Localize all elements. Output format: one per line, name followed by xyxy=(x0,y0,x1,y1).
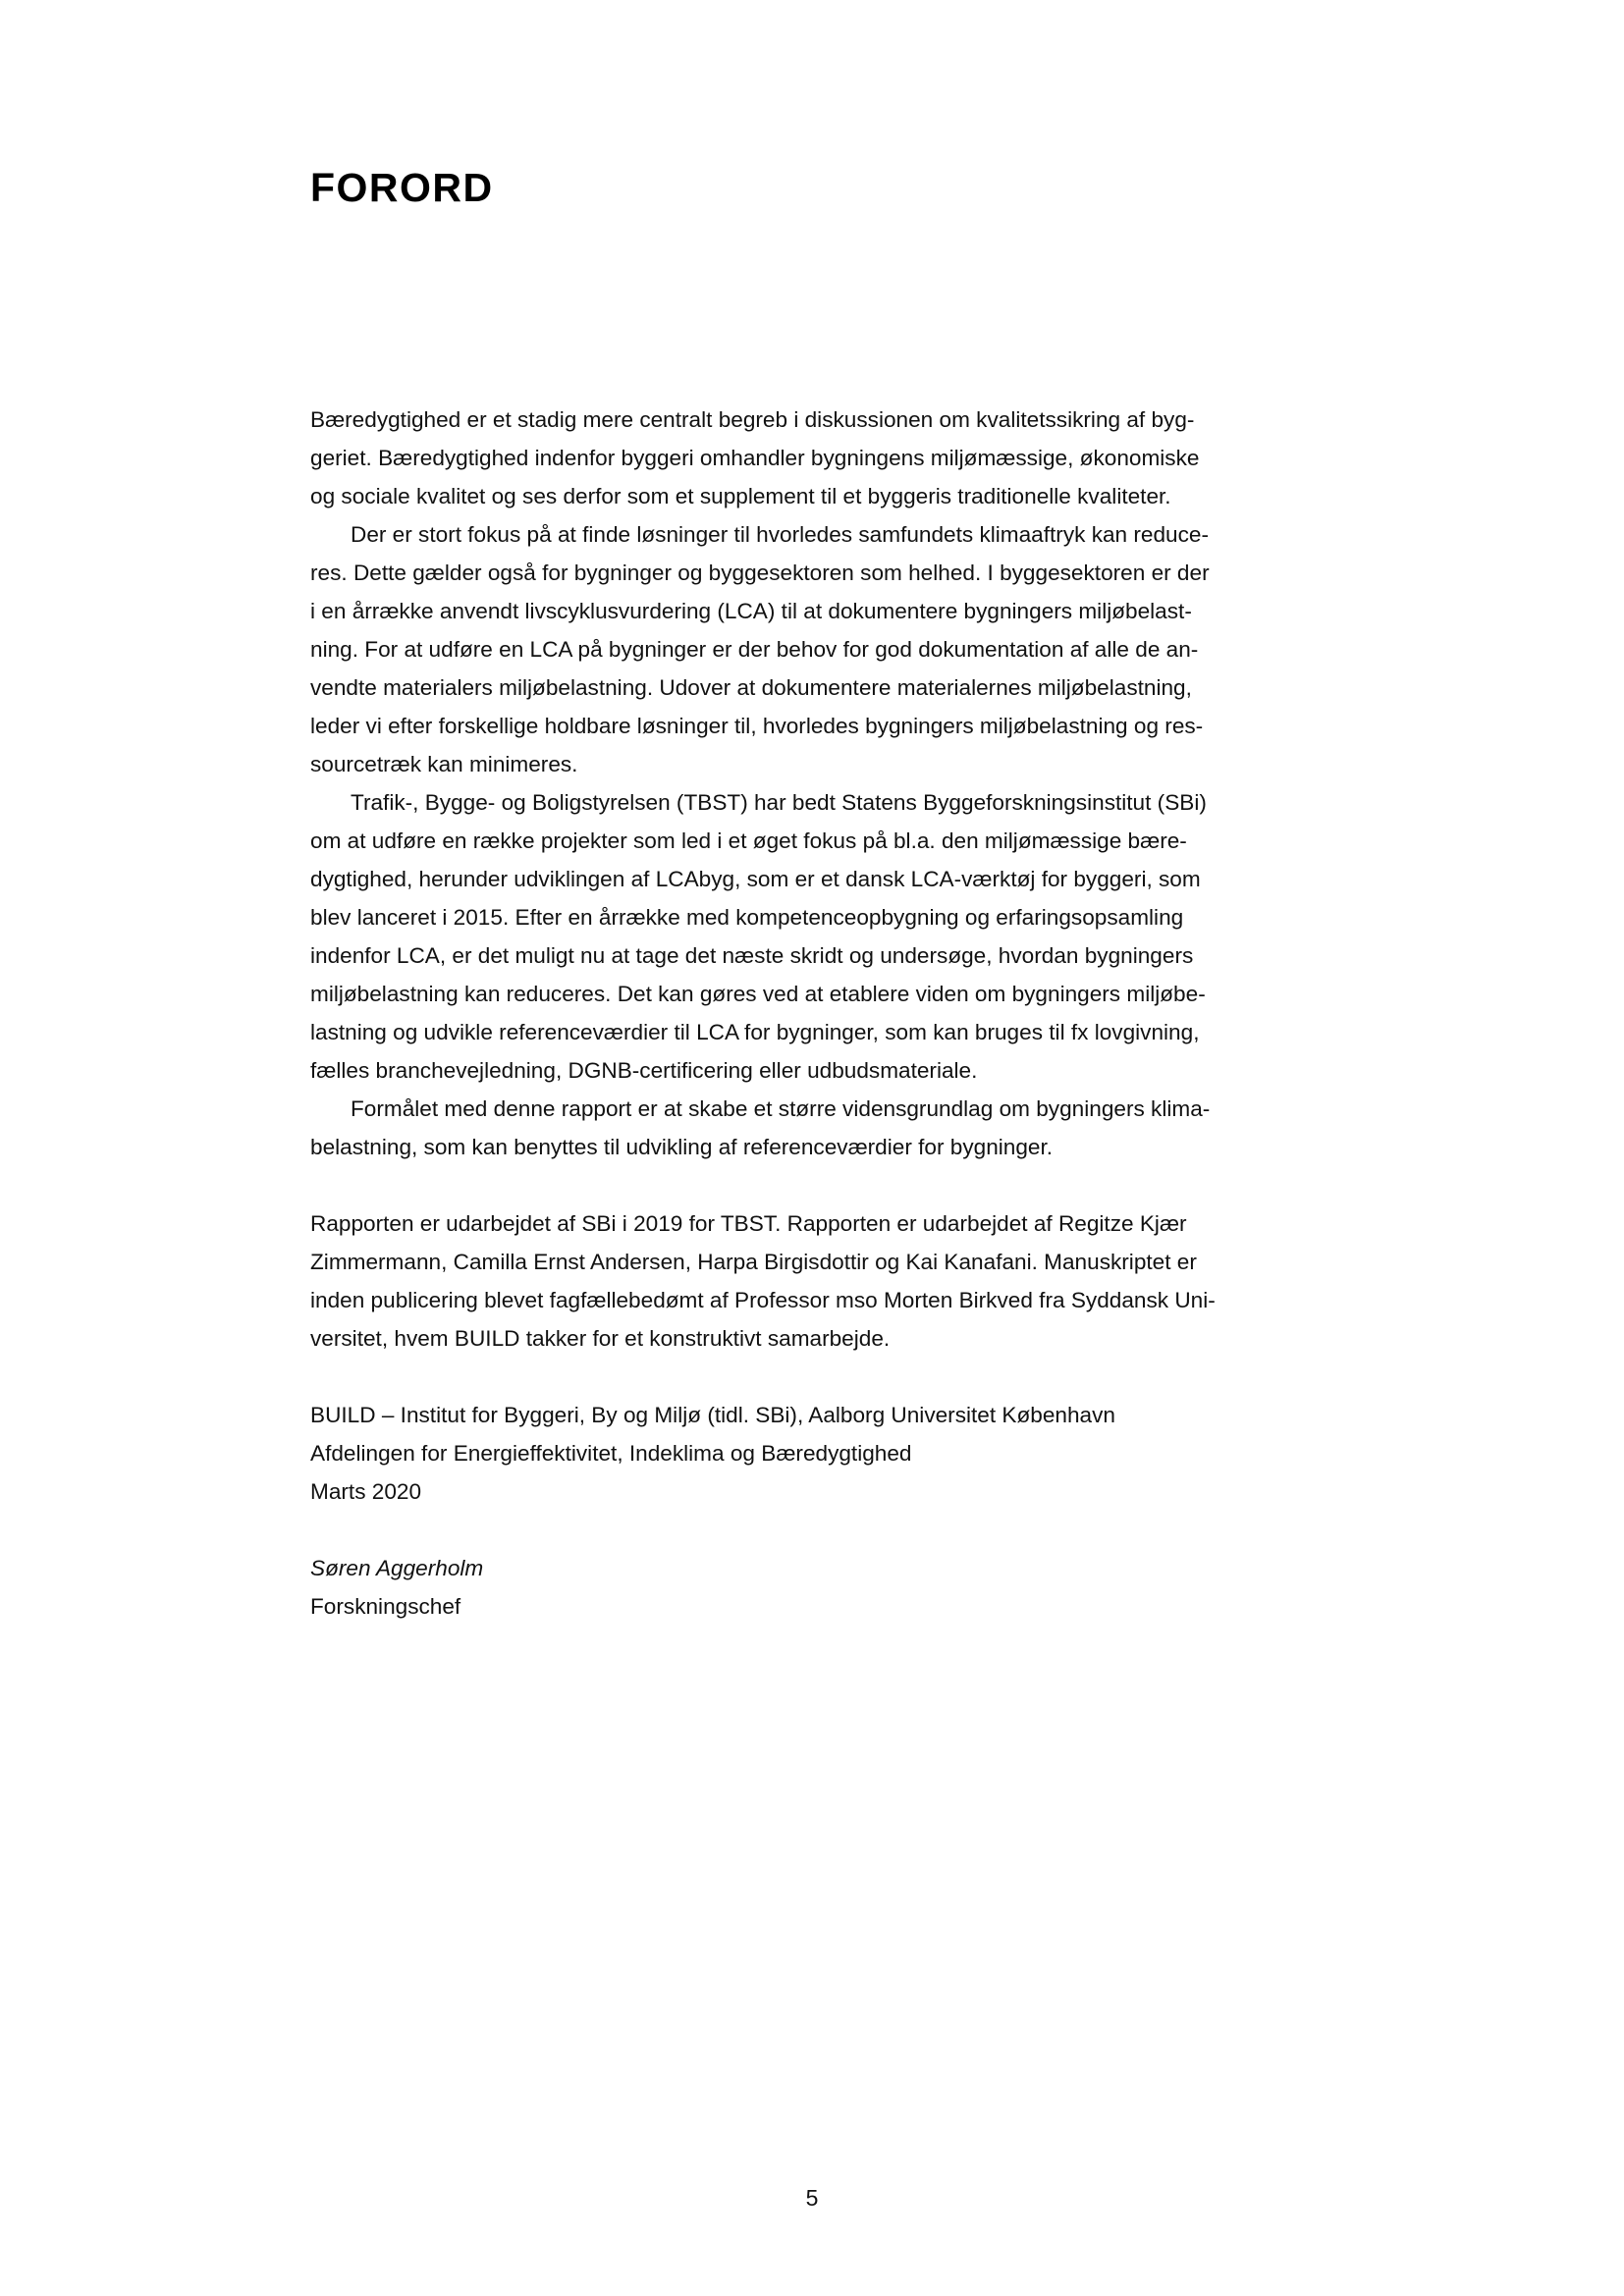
text-line: Der er stort fokus på at finde løsninger til hvorledes samfundets klimaaftryk kan reduce- xyxy=(351,522,1210,547)
page-number: 5 xyxy=(805,2185,819,2211)
text-line: Formålet med denne rapport er at skabe et større vidensgrundlag om bygningers klima- xyxy=(351,1096,1211,1121)
paragraph-2 xyxy=(310,515,1322,783)
document-body xyxy=(310,400,1322,1626)
credits-paragraph xyxy=(310,1204,1322,1358)
publication-date: Marts 2020 xyxy=(310,1479,422,1504)
text-line: og sociale kvalitet og ses derfor som et supplement til et byggeris traditionelle kvaliteter. xyxy=(310,484,1171,508)
text-line: ning. For at udføre en LCA på bygninger er der behov for god dokumentation af alle de an- xyxy=(310,637,1199,662)
text-line: om at udføre en række projekter som led i et øget fokus på bl.a. den miljømæssige bære- xyxy=(310,828,1187,853)
text-line: versitet, hvem BUILD takker for et konstruktivt samarbejde. xyxy=(310,1326,891,1351)
text-line: fælles branchevejledning, DGNB-certificering eller udbudsmateriale. xyxy=(310,1058,978,1083)
text-line: inden publicering blevet fagfællebedømt af Professor mso Morten Birkved fra Syddansk Uni- xyxy=(310,1288,1216,1312)
signature-block xyxy=(310,1549,1322,1626)
text-line: lastning og udvikle referenceværdier til LCA for bygninger, som kan bruges til fx lovgivning, xyxy=(310,1020,1200,1044)
spacer xyxy=(310,1166,1322,1204)
spacer xyxy=(310,1511,1322,1549)
institution-block xyxy=(310,1396,1322,1511)
text-line: Zimmermann, Camilla Ernst Andersen, Harpa Birgisdottir og Kai Kanafani. Manuskriptet er xyxy=(310,1250,1197,1274)
institution-name: BUILD – Institut for Byggeri, By og Miljø (tidl. SBi), Aalborg Universitet København xyxy=(310,1403,1115,1427)
text-line: sourcetræk kan minimeres. xyxy=(310,752,578,776)
signatory-role: Forskningschef xyxy=(310,1594,461,1619)
text-line: Trafik-, Bygge- og Boligstyrelsen (TBST) har bedt Statens Byggeforskningsinstitut (SBi) xyxy=(351,790,1207,815)
text-line: belastning, som kan benyttes til udvikling af referenceværdier for bygninger. xyxy=(310,1135,1054,1159)
signatory-name: Søren Aggerholm xyxy=(310,1556,484,1580)
text-line: dygtighed, herunder udviklingen af LCAbyg, som er et dansk LCA-værktøj for byggeri, som xyxy=(310,867,1201,891)
text-line: Bæredygtighed er et stadig mere centralt begreb i diskussionen om kvalitetssikring af byg- xyxy=(310,407,1195,432)
paragraph-3 xyxy=(310,783,1322,1090)
text-line: geriet. Bæredygtighed indenfor byggeri omhandler bygningens miljømæssige, økonomiske xyxy=(310,446,1200,470)
text-line: leder vi efter forskellige holdbare løsninger til, hvorledes bygningers miljøbelastning og res- xyxy=(310,714,1204,738)
spacer xyxy=(310,1358,1322,1396)
text-line: vendte materialers miljøbelastning. Udover at dokumentere materialernes miljøbelastning, xyxy=(310,675,1192,700)
text-line: res. Dette gælder også for bygninger og byggesektoren som helhed. I byggesektoren er der xyxy=(310,561,1210,585)
text-line: indenfor LCA, er det muligt nu at tage det næste skridt og undersøge, hvordan bygningers xyxy=(310,943,1194,968)
department-name: Afdelingen for Energieffektivitet, Indeklima og Bæredygtighed xyxy=(310,1441,912,1466)
paragraph-4 xyxy=(310,1090,1322,1166)
text-line: Rapporten er udarbejdet af SBi i 2019 for TBST. Rapporten er udarbejdet af Regitze Kjær xyxy=(310,1211,1187,1236)
text-line: i en årrække anvendt livscyklusvurdering (LCA) til at dokumentere bygningers miljøbelast- xyxy=(310,599,1192,623)
paragraph-1 xyxy=(310,400,1322,515)
text-line: miljøbelastning kan reduceres. Det kan gøres ved at etablere viden om bygningers miljøbe- xyxy=(310,982,1206,1006)
text-line: blev lanceret i 2015. Efter en årrække med kompetenceopbygning og erfaringsopsamling xyxy=(310,905,1184,930)
page-title: FORORD xyxy=(310,165,494,210)
